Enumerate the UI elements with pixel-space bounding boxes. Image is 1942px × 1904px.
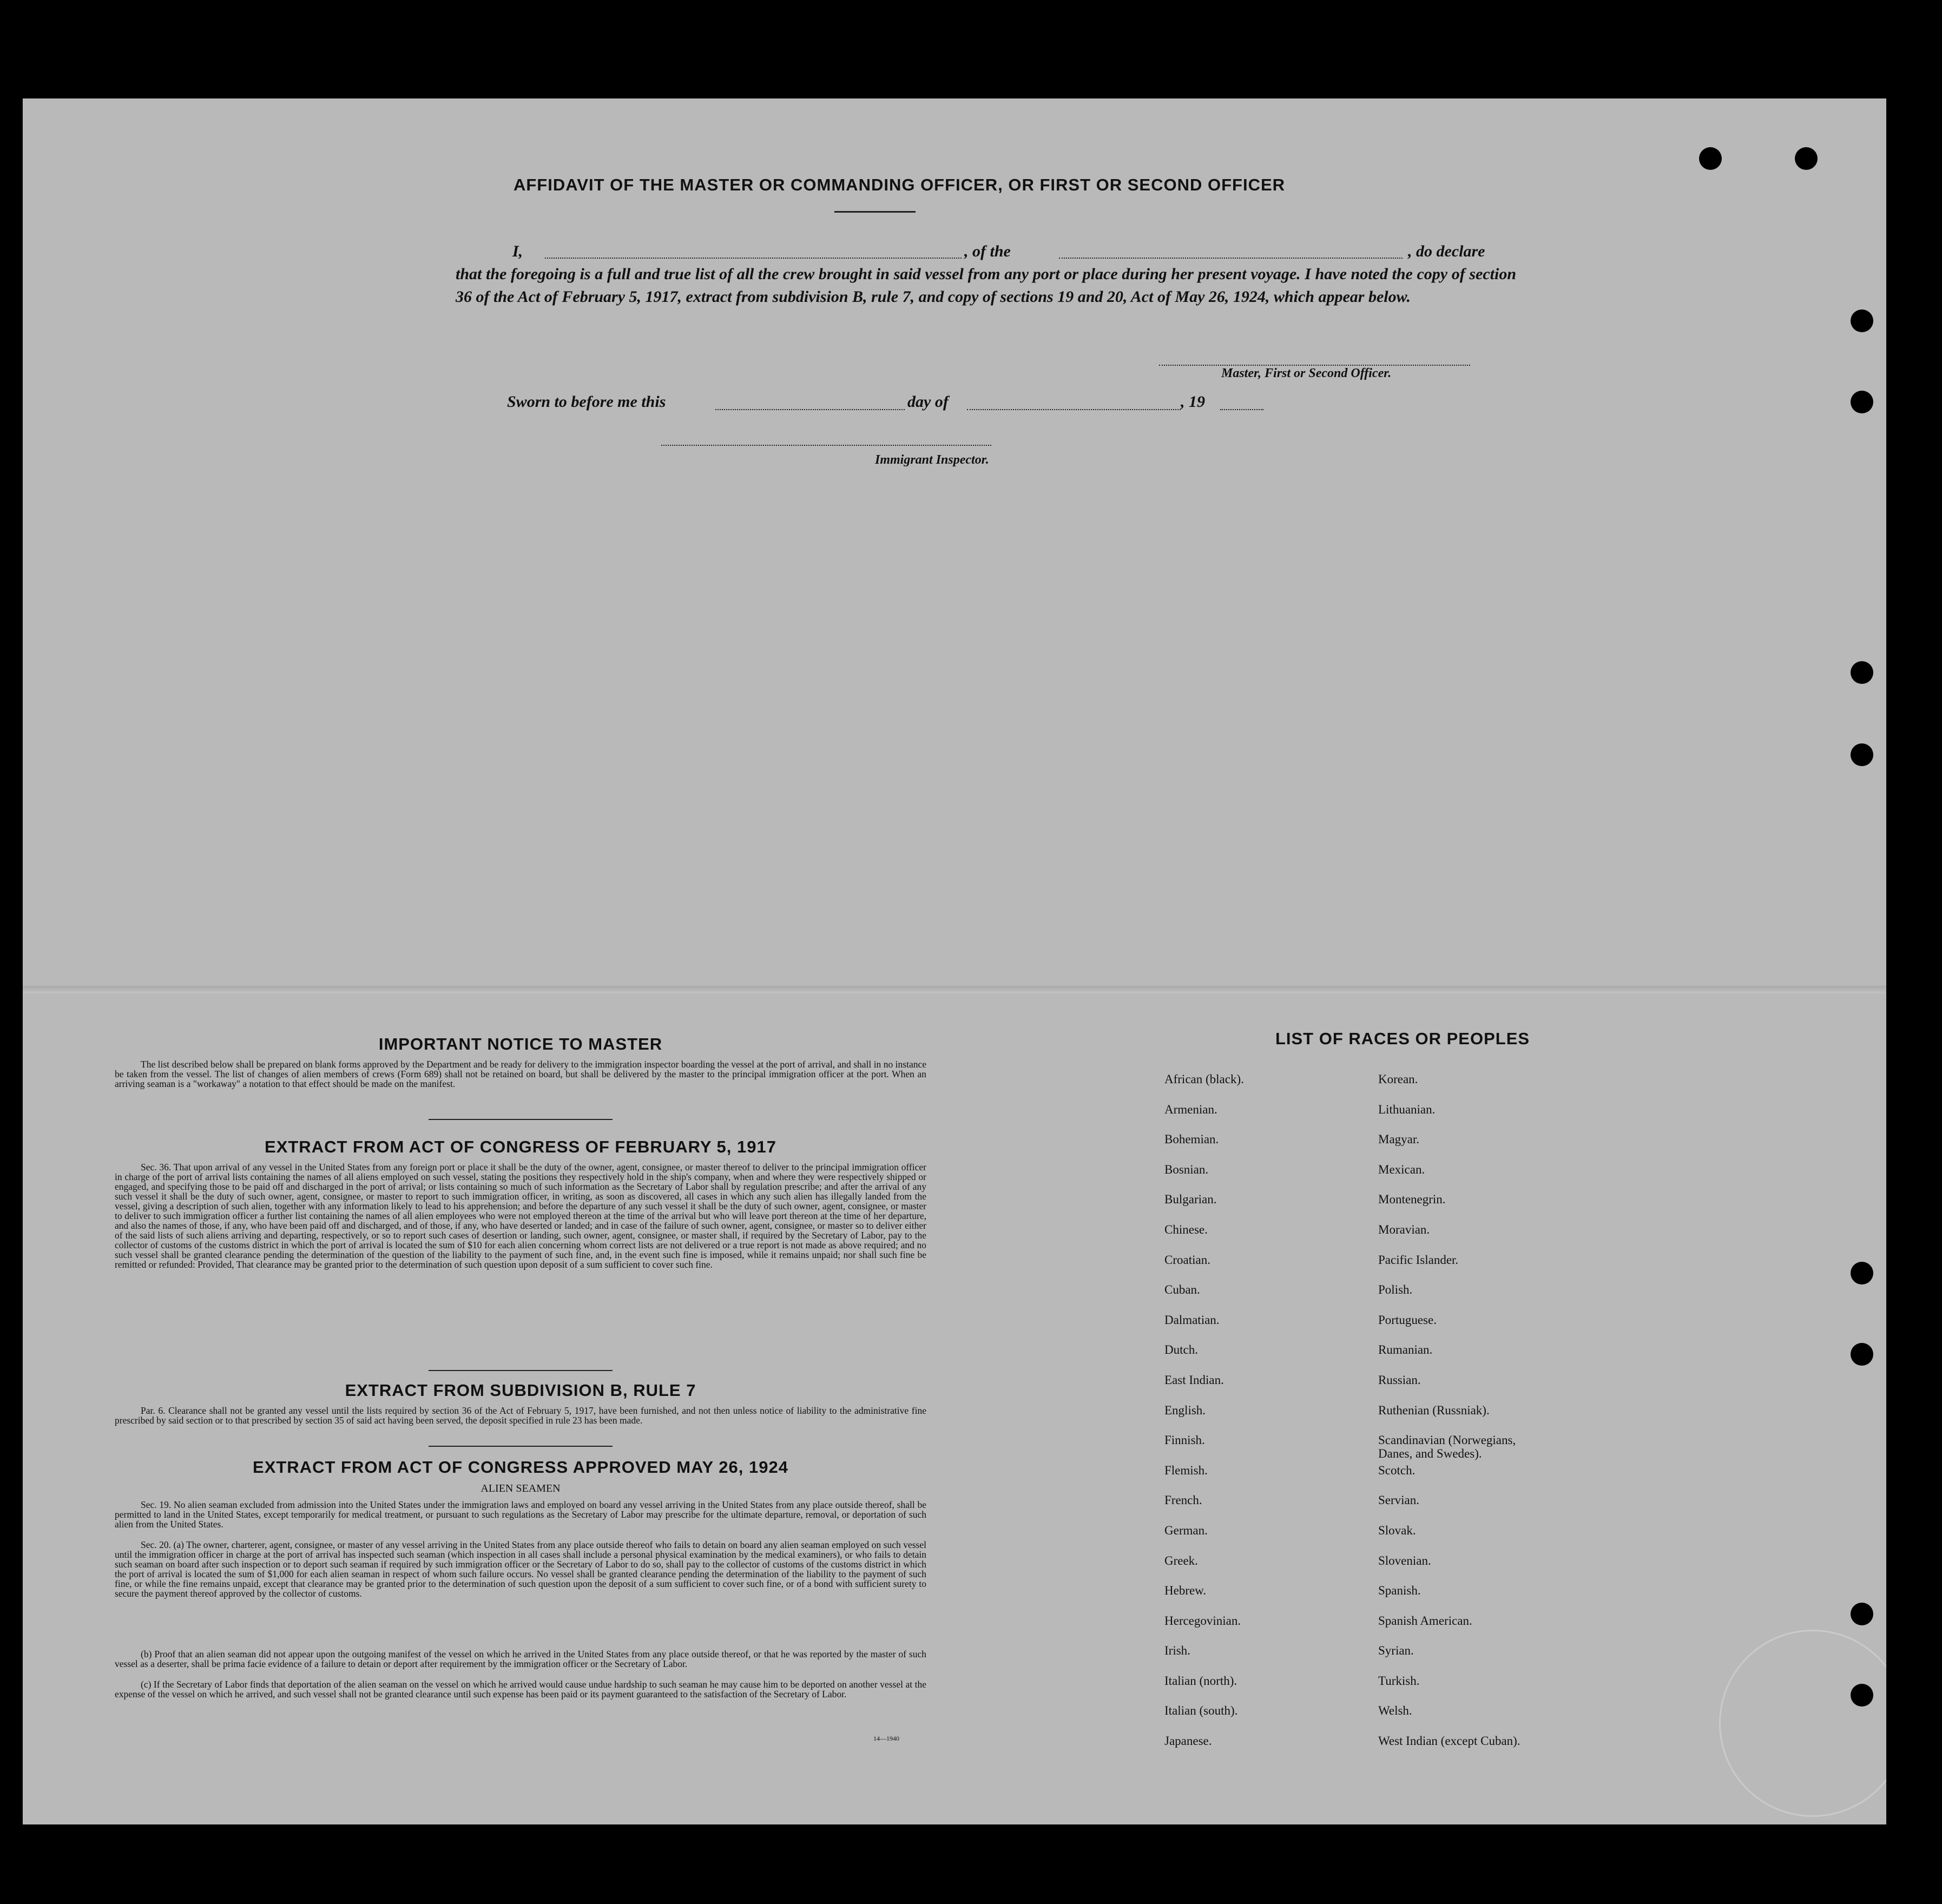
race-item: Scotch.	[1378, 1463, 1416, 1477]
race-item: Cuban.	[1164, 1283, 1200, 1297]
signature-label: Master, First or Second Officer.	[1221, 366, 1392, 380]
sworn-line	[507, 391, 1265, 413]
race-item: Turkish.	[1378, 1674, 1420, 1688]
race-item: Polish.	[1378, 1283, 1413, 1297]
extract-1924-title: EXTRACT FROM ACT OF CONGRESS APPROVED MAY 26, 1924	[253, 1458, 788, 1477]
document-sheet	[23, 98, 1886, 1824]
punch-hole	[1851, 1343, 1873, 1366]
race-item: Dutch.	[1164, 1343, 1198, 1357]
extract-1917-rule	[429, 1370, 613, 1371]
race-item: Rumanian.	[1378, 1343, 1433, 1357]
race-item: Russian.	[1378, 1373, 1421, 1387]
name-blank	[545, 258, 962, 259]
punch-hole	[1795, 147, 1818, 170]
punch-hole	[1851, 661, 1873, 684]
notice-rule	[429, 1119, 613, 1120]
race-item: Moravian.	[1378, 1222, 1430, 1236]
race-item: German.	[1164, 1523, 1208, 1537]
extract-1924-subtitle: ALIEN SEAMEN	[480, 1483, 561, 1494]
sworn-prefix: Sworn to before me this	[507, 393, 666, 411]
race-item: Portuguese.	[1378, 1313, 1437, 1327]
punch-hole	[1851, 743, 1873, 766]
affidavit-line1	[512, 240, 1530, 263]
affidavit-body: that the foregoing is a full and true list of all the crew brought in said vessel from any port or place during her present voyage. I have noted the copy of section 36 of the Act of February 5, 1917, extract from subdivision B, rule 7, and copy of sections 19 and 20, Act of May 26, 1924, which appear below.	[456, 265, 1516, 306]
race-item: Bosnian.	[1164, 1162, 1209, 1176]
punch-hole	[1851, 1603, 1873, 1625]
race-item: Croatian.	[1164, 1253, 1210, 1267]
punch-hole	[1851, 391, 1873, 413]
punch-hole	[1851, 309, 1873, 332]
race-item: Hercegovinian.	[1164, 1613, 1241, 1628]
race-item: Spanish.	[1378, 1584, 1421, 1598]
race-item: Armenian.	[1164, 1102, 1217, 1116]
race-item: African (black).	[1164, 1072, 1244, 1086]
extract-1924-sec20c: (c) If the Secretary of Labor finds that deportation of the alien seaman on the vessel on which he arrived would cause undue hardship to such seaman he may cause him to be deported on another vessel at the expense of the vessel on which he arrived, and such vessel shall not be granted clearance until such expense has been paid or its payment guaranteed to the satisfaction of the Secretary of Labor.	[115, 1679, 926, 1699]
race-item: Italian (north).	[1164, 1674, 1237, 1688]
fold-line	[23, 986, 1886, 993]
notice-title: IMPORTANT NOTICE TO MASTER	[378, 1035, 663, 1053]
extract-1917-title: EXTRACT FROM ACT OF CONGRESS OF FEBRUARY 5, 1917	[265, 1137, 776, 1156]
race-item: Irish.	[1164, 1644, 1190, 1658]
race-item: Magyar.	[1378, 1132, 1420, 1147]
race-item: Greek.	[1164, 1553, 1198, 1567]
race-item: Lithuanian.	[1378, 1102, 1436, 1116]
affidavit-title: AFFIDAVIT OF THE MASTER OR COMMANDING OFFICER, OR FIRST OR SECOND OFFICER	[513, 175, 1286, 194]
race-item: Finnish.	[1164, 1433, 1205, 1447]
sworn-day-of: day of	[907, 393, 949, 411]
vessel-blank	[1059, 258, 1403, 259]
race-item: Chinese.	[1164, 1222, 1208, 1236]
race-item: Pacific Islander.	[1378, 1253, 1459, 1267]
punch-hole	[1851, 1262, 1873, 1284]
inspector-label: Immigrant Inspector.	[875, 453, 989, 467]
race-item: West Indian (except Cuban).	[1378, 1734, 1520, 1748]
sworn-year: , 19	[1181, 393, 1205, 411]
race-item: Japanese.	[1164, 1734, 1212, 1748]
embossed-seal	[1719, 1630, 1886, 1817]
race-item: Slovenian.	[1378, 1553, 1431, 1567]
extract-rule7-text: Par. 6. Clearance shall not be granted any vessel until the lists required by section 36 of the Act of February 5, 1917, have been furnished, and not then unless notice of liability to the administrative fine prescribed by said section or to that prescribed by section 35 of said act having been served, the deposit specified in rule 23 has been made.	[115, 1405, 926, 1426]
extract-rule7-title: EXTRACT FROM SUBDIVISION B, RULE 7	[345, 1381, 696, 1400]
race-item: Bulgarian.	[1164, 1193, 1217, 1207]
race-item: Dalmatian.	[1164, 1313, 1220, 1327]
race-item: Hebrew.	[1164, 1584, 1207, 1598]
race-item: Servian.	[1378, 1493, 1420, 1507]
races-column-2	[1378, 1072, 1627, 1764]
race-item: Mexican.	[1378, 1162, 1425, 1176]
race-item: French.	[1164, 1493, 1202, 1507]
extract-1924-sec20b: (b) Proof that an alien seaman did not appear upon the outgoing manifest of the vessel on which he arrived in the United States from any place outside thereof, or that he was reported by the master of such vessel as a deserter, shall be prima facie evidence of a failure to detain or deport after requirement by the immigration officer or the Secretary of Labor.	[115, 1649, 926, 1669]
punch-hole	[1699, 147, 1722, 170]
extract-rule7-rule	[429, 1446, 613, 1447]
race-item: Korean.	[1378, 1072, 1418, 1086]
race-item: Flemish.	[1164, 1463, 1208, 1477]
race-item: Scandinavian (Norwegians, Danes, and Swedes).	[1378, 1433, 1516, 1461]
race-item: East Indian.	[1164, 1373, 1224, 1387]
race-item: Spanish American.	[1378, 1613, 1472, 1628]
race-item: Syrian.	[1378, 1644, 1414, 1658]
extract-1924-sec20a: Sec. 20. (a) The owner, charterer, agent, consignee, or master of any vessel arriving in the United States from any place outside thereof who fails to detain on board any alien seaman employed on such vessel until the immigration officer in charge at the port of arrival has inspected such seaman (which inspection in all cases shall include a personal physical examination by the medical examiners), or who fails to detain such seaman on board after such inspection or to deport such seaman if required by such immigration officer or the Secretary of Labor to do so, shall pay to the collector of customs of the customs district in which the port of arrival is located the sum of $1,000 for each alien seaman in respect of whom such failure occurs. No vessel shall be granted clearance pending the determination of the liability to the payment of such fine, or while the fine remains unpaid, except that clearance may be granted prior to the determination of such question upon the deposit of a sum sufficient to cover such fine, or of a bond with sufficient surety to secure the payment thereof approved by the collector of customs.	[115, 1539, 926, 1599]
race-item: Italian (south).	[1164, 1704, 1238, 1718]
race-item: Slovak.	[1378, 1523, 1416, 1537]
affidavit-title-rule	[834, 211, 916, 213]
sworn-year-blank	[1220, 409, 1263, 410]
race-item: Ruthenian (Russniak).	[1378, 1403, 1490, 1417]
form-number: 14—1940	[873, 1735, 899, 1742]
affidavit-i: I,	[512, 242, 523, 260]
affidavit-declare: , do declare	[1408, 242, 1485, 260]
sworn-day-blank	[715, 409, 905, 410]
races-column-1	[1164, 1072, 1370, 1764]
race-item: English.	[1164, 1403, 1206, 1417]
extract-1924-sec19: Sec. 19. No alien seaman excluded from admission into the United States under the immigration laws and employed on board any vessel arriving in the United States from any place outside thereof, shall be permitted to land in the United States, except temporarily for medical treatment, or pursuant to such regulations as the Secretary of Labor may prescribe for the ultimate departure, removal, or deportation of such alien from the United States.	[115, 1499, 926, 1530]
race-item: Welsh.	[1378, 1704, 1412, 1718]
races-title: LIST OF RACES OR PEOPLES	[1275, 1029, 1530, 1048]
race-item: Montenegrin.	[1378, 1193, 1446, 1207]
affidavit-of-the: , of the	[964, 242, 1011, 260]
sworn-month-blank	[967, 409, 1181, 410]
inspector-line	[661, 445, 991, 446]
race-item: Bohemian.	[1164, 1132, 1219, 1147]
extract-1917-text: Sec. 36. That upon arrival of any vessel in the United States from any foreign port or place it shall be the duty of the owner, agent, consignee, or master thereof to deliver to the principal immigration officer in charge of the port of arrival lists containing the names of all aliens employed on such vessel, stating the positions they respectively hold in the ship's company, when and where they were respectively shipped or engaged, and specifying those to be paid off and discharged in the port of arrival; or lists containing so much of such information as the Secretary of Labor shall by regulation prescribe; and after the arrival of any such vessel it shall be the duty of such owner, agent, consignee, or master to report to such immigration officer, in writing, as soon as discovered, all cases in which any such alien has illegally landed from the vessel, giving a description of such alien, together with any information likely to lead to his apprehension; and before the departure of any such vessel it shall be the duty of such owner, agent, consignee, or master to deliver to such immigration officer a further list containing the names of all alien employees who were not employed thereon at the time of the arrival but who will leave port thereon at the time of her departure, and also the names of those, if any, who have been paid off and discharged, and of those, if any, who have deserted or landed; and in case of the failure of such owner, agent, consignee, or master so to deliver either of the said lists of such aliens arriving and departing, respectively, or so to report such cases of desertion or landing, such owner, agent, consignee, or master shall, if required by the Secretary of Labor, pay to the collector of customs of the customs district in which the port of arrival is located the sum of $10 for each alien concerning whom correct lists are not delivered or a true report is not made as above required; and no such vessel shall be granted clearance pending the determination of the question of the liability to the payment of such fine, and, in the event such fine is imposed, while it remains unpaid; nor shall such fine be remitted or refunded: Provided, That clearance may be granted prior to the determination of such question upon deposit of a sum sufficient to cover such fine.	[115, 1162, 926, 1270]
notice-text: The list described below shall be prepared on blank forms approved by the Department and be ready for delivery to the immigration inspector boarding the vessel at the port of arrival, and shall in no instance be taken from the vessel. The list of changes of alien members of crews (Form 689) shall not be retained on board, but shall be delivered by the master to the principal immigration officer at the port. When an arriving seaman is a "workaway" a notation to that effect should be made on the manifest.	[115, 1059, 926, 1089]
